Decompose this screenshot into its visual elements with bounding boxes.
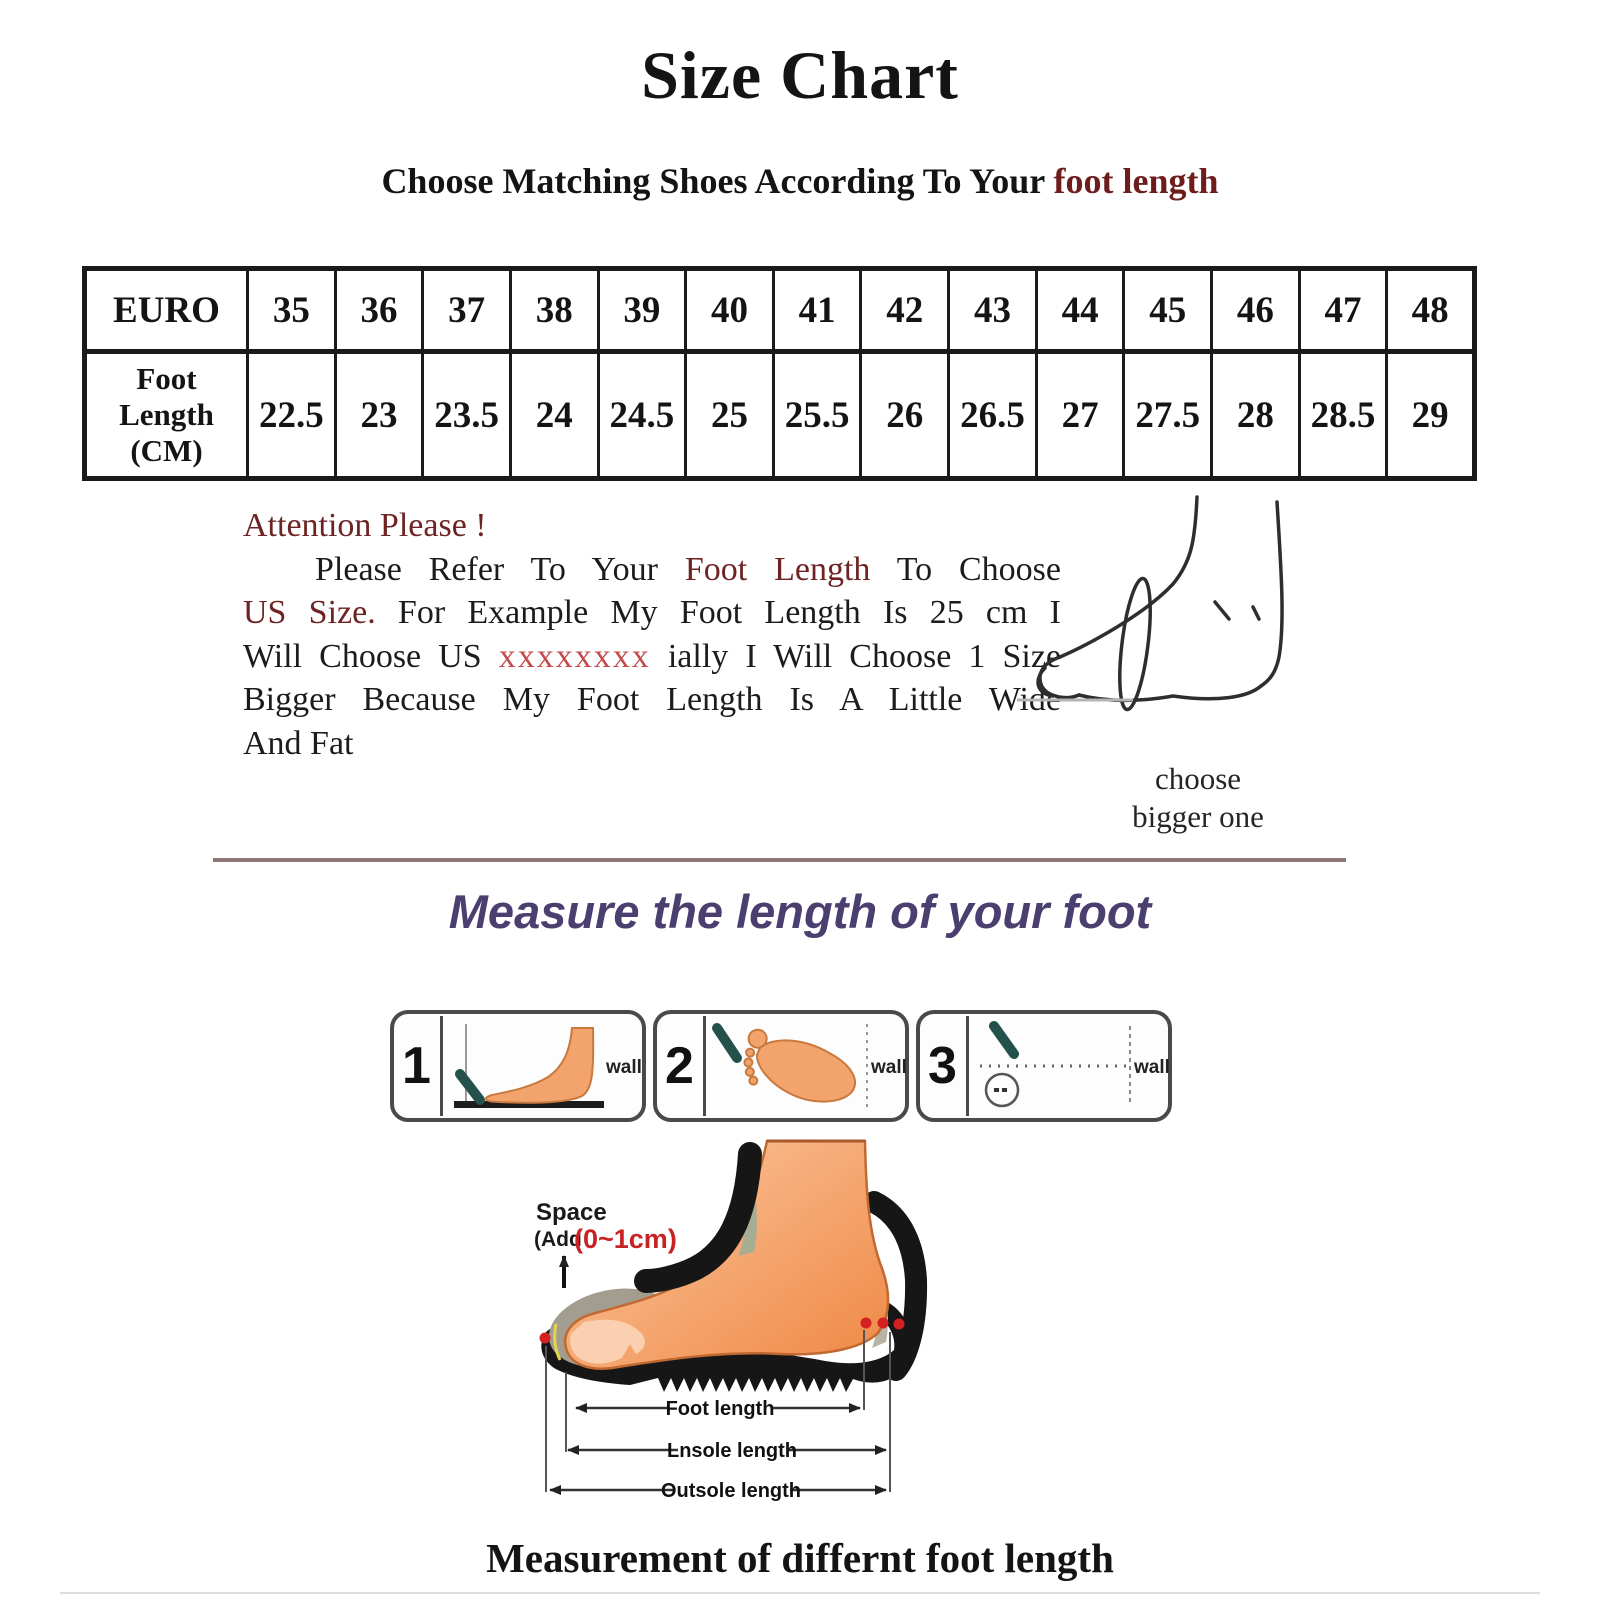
foot-length-cm: 29 — [1387, 352, 1475, 479]
measure-steps — [390, 1010, 1180, 1122]
foot-length-cm: 22.5 — [248, 352, 336, 479]
step-number: 3 — [928, 1037, 957, 1095]
bottom-edge-line — [60, 1592, 1540, 1594]
wall-label: wall — [606, 1057, 642, 1078]
wall-label: wall — [871, 1057, 907, 1078]
space-label: Space — [536, 1199, 607, 1226]
euro-row-label: EURO — [85, 269, 248, 352]
euro-size: 35 — [248, 269, 336, 352]
subtitle-text: Choose Matching Shoes According To Your — [381, 161, 1054, 201]
step2-diagram — [707, 1014, 907, 1118]
euro-size: 41 — [773, 269, 861, 352]
section-divider — [213, 858, 1346, 862]
attention-heading: Attention Please ! — [243, 507, 487, 544]
page-title: Size Chart — [641, 37, 959, 113]
foot-length-cm: 23.5 — [423, 352, 511, 479]
size-chart-table — [82, 266, 1477, 481]
euro-size: 47 — [1299, 269, 1387, 352]
table-row-euro — [85, 269, 1475, 352]
foot-length-label-line: (CM) — [130, 433, 203, 468]
foot-length-label-line: Length — [119, 397, 214, 432]
attention-line: Bigger Because My Foot Length Is A Little Wide — [243, 681, 1061, 718]
step3-diagram — [970, 1014, 1170, 1118]
foot-length-cm: 28.5 — [1299, 352, 1387, 479]
foot-length-cm: 25 — [686, 352, 774, 479]
pen-icon — [460, 1074, 480, 1100]
euro-size: 38 — [510, 269, 598, 352]
choose-bigger-note — [1078, 760, 1318, 836]
euro-size: 43 — [949, 269, 1037, 352]
attention-text: For Example My Foot Length Is 25 cm I — [375, 594, 1061, 631]
attention-text: Will Choose US — [243, 637, 499, 675]
table-row-foot-length — [85, 352, 1475, 479]
heel-marker-dot — [861, 1318, 872, 1329]
foot-length-label: Foot length — [665, 1398, 775, 1420]
foot-length-cm: 28 — [1212, 352, 1300, 479]
panel-divider — [966, 1016, 969, 1116]
euro-size: 37 — [423, 269, 511, 352]
sketch-shin-line — [1060, 497, 1197, 657]
euro-size: 45 — [1124, 269, 1212, 352]
insole-length-label: Lnsole length — [667, 1440, 797, 1462]
step-panel-3 — [916, 1010, 1172, 1122]
step-number: 1 — [402, 1037, 431, 1095]
measuring-loop-icon — [1114, 577, 1156, 711]
sketch-toe-line — [1040, 657, 1079, 698]
euro-size: 36 — [335, 269, 423, 352]
footer-caption: Measurement of differnt foot length — [486, 1535, 1114, 1581]
subtitle — [0, 160, 1600, 202]
attention-accent: US Size. — [243, 594, 376, 631]
censored-text: xxxxxxxx — [498, 637, 651, 675]
choose-note-line: choose — [1154, 761, 1242, 796]
foot-side-icon — [486, 1028, 593, 1103]
sketch-ankle-dash — [1253, 607, 1259, 619]
heel-marker-dot — [894, 1319, 905, 1330]
foot-length-cm: 27 — [1036, 352, 1124, 479]
euro-size: 39 — [598, 269, 686, 352]
attention-line — [243, 635, 1061, 679]
foot-length-label-line: Foot — [136, 361, 197, 396]
attention-accent: Foot Length — [684, 550, 871, 588]
attention-note — [243, 504, 1061, 765]
euro-size: 42 — [861, 269, 949, 352]
tape-marks — [994, 1088, 1007, 1092]
panel-divider — [703, 1016, 706, 1116]
step-number: 2 — [665, 1037, 694, 1095]
foot-length-cm: 23 — [335, 352, 423, 479]
euro-size: 48 — [1387, 269, 1475, 352]
choose-note-line: bigger one — [1132, 799, 1264, 834]
sketch-sole-line — [1079, 686, 1261, 700]
panel-divider — [440, 1016, 443, 1116]
euro-size: 44 — [1036, 269, 1124, 352]
step1-diagram — [444, 1014, 644, 1118]
sketch-heel-line — [1261, 502, 1282, 686]
foot-length-cm: 26.5 — [949, 352, 1037, 479]
foot-sketch-illustration — [1015, 472, 1350, 762]
heel-marker-dot — [878, 1318, 889, 1329]
foot-sole-icon — [740, 1028, 862, 1107]
pen-icon — [994, 1026, 1014, 1054]
attention-line — [243, 591, 1061, 635]
foot-length-cm: 24 — [510, 352, 598, 479]
step-panel-1 — [390, 1010, 646, 1122]
attention-line: And Fat — [243, 724, 354, 762]
pen-icon — [717, 1028, 737, 1058]
subtitle-accent: foot length — [1053, 161, 1219, 201]
foot-length-cm: 25.5 — [773, 352, 861, 479]
attention-text: Please Refer To Your — [315, 550, 685, 588]
attention-text: To Choose — [870, 550, 1061, 588]
foot-length-row-label — [85, 352, 248, 479]
toe-marker-dot — [540, 1333, 551, 1344]
attention-text: ially I Will Choose 1 Size — [650, 637, 1062, 675]
foot-length-cm: 26 — [861, 352, 949, 479]
foot-measurement-diagram — [500, 1128, 1120, 1543]
foot-length-cm: 24.5 — [598, 352, 686, 479]
outsole-length-label: Outsole length — [661, 1480, 801, 1502]
euro-size: 40 — [686, 269, 774, 352]
attention-line — [243, 548, 1061, 592]
wall-label: wall — [1134, 1057, 1170, 1078]
foot-length-cm: 27.5 — [1124, 352, 1212, 479]
measure-heading: Measure the length of your foot — [448, 885, 1152, 938]
sketch-ankle-dash — [1215, 602, 1229, 619]
space-range-label: (0~1cm) — [574, 1224, 677, 1254]
euro-size: 46 — [1212, 269, 1300, 352]
step-panel-2 — [653, 1010, 909, 1122]
space-add-label: (Add — [534, 1228, 582, 1251]
